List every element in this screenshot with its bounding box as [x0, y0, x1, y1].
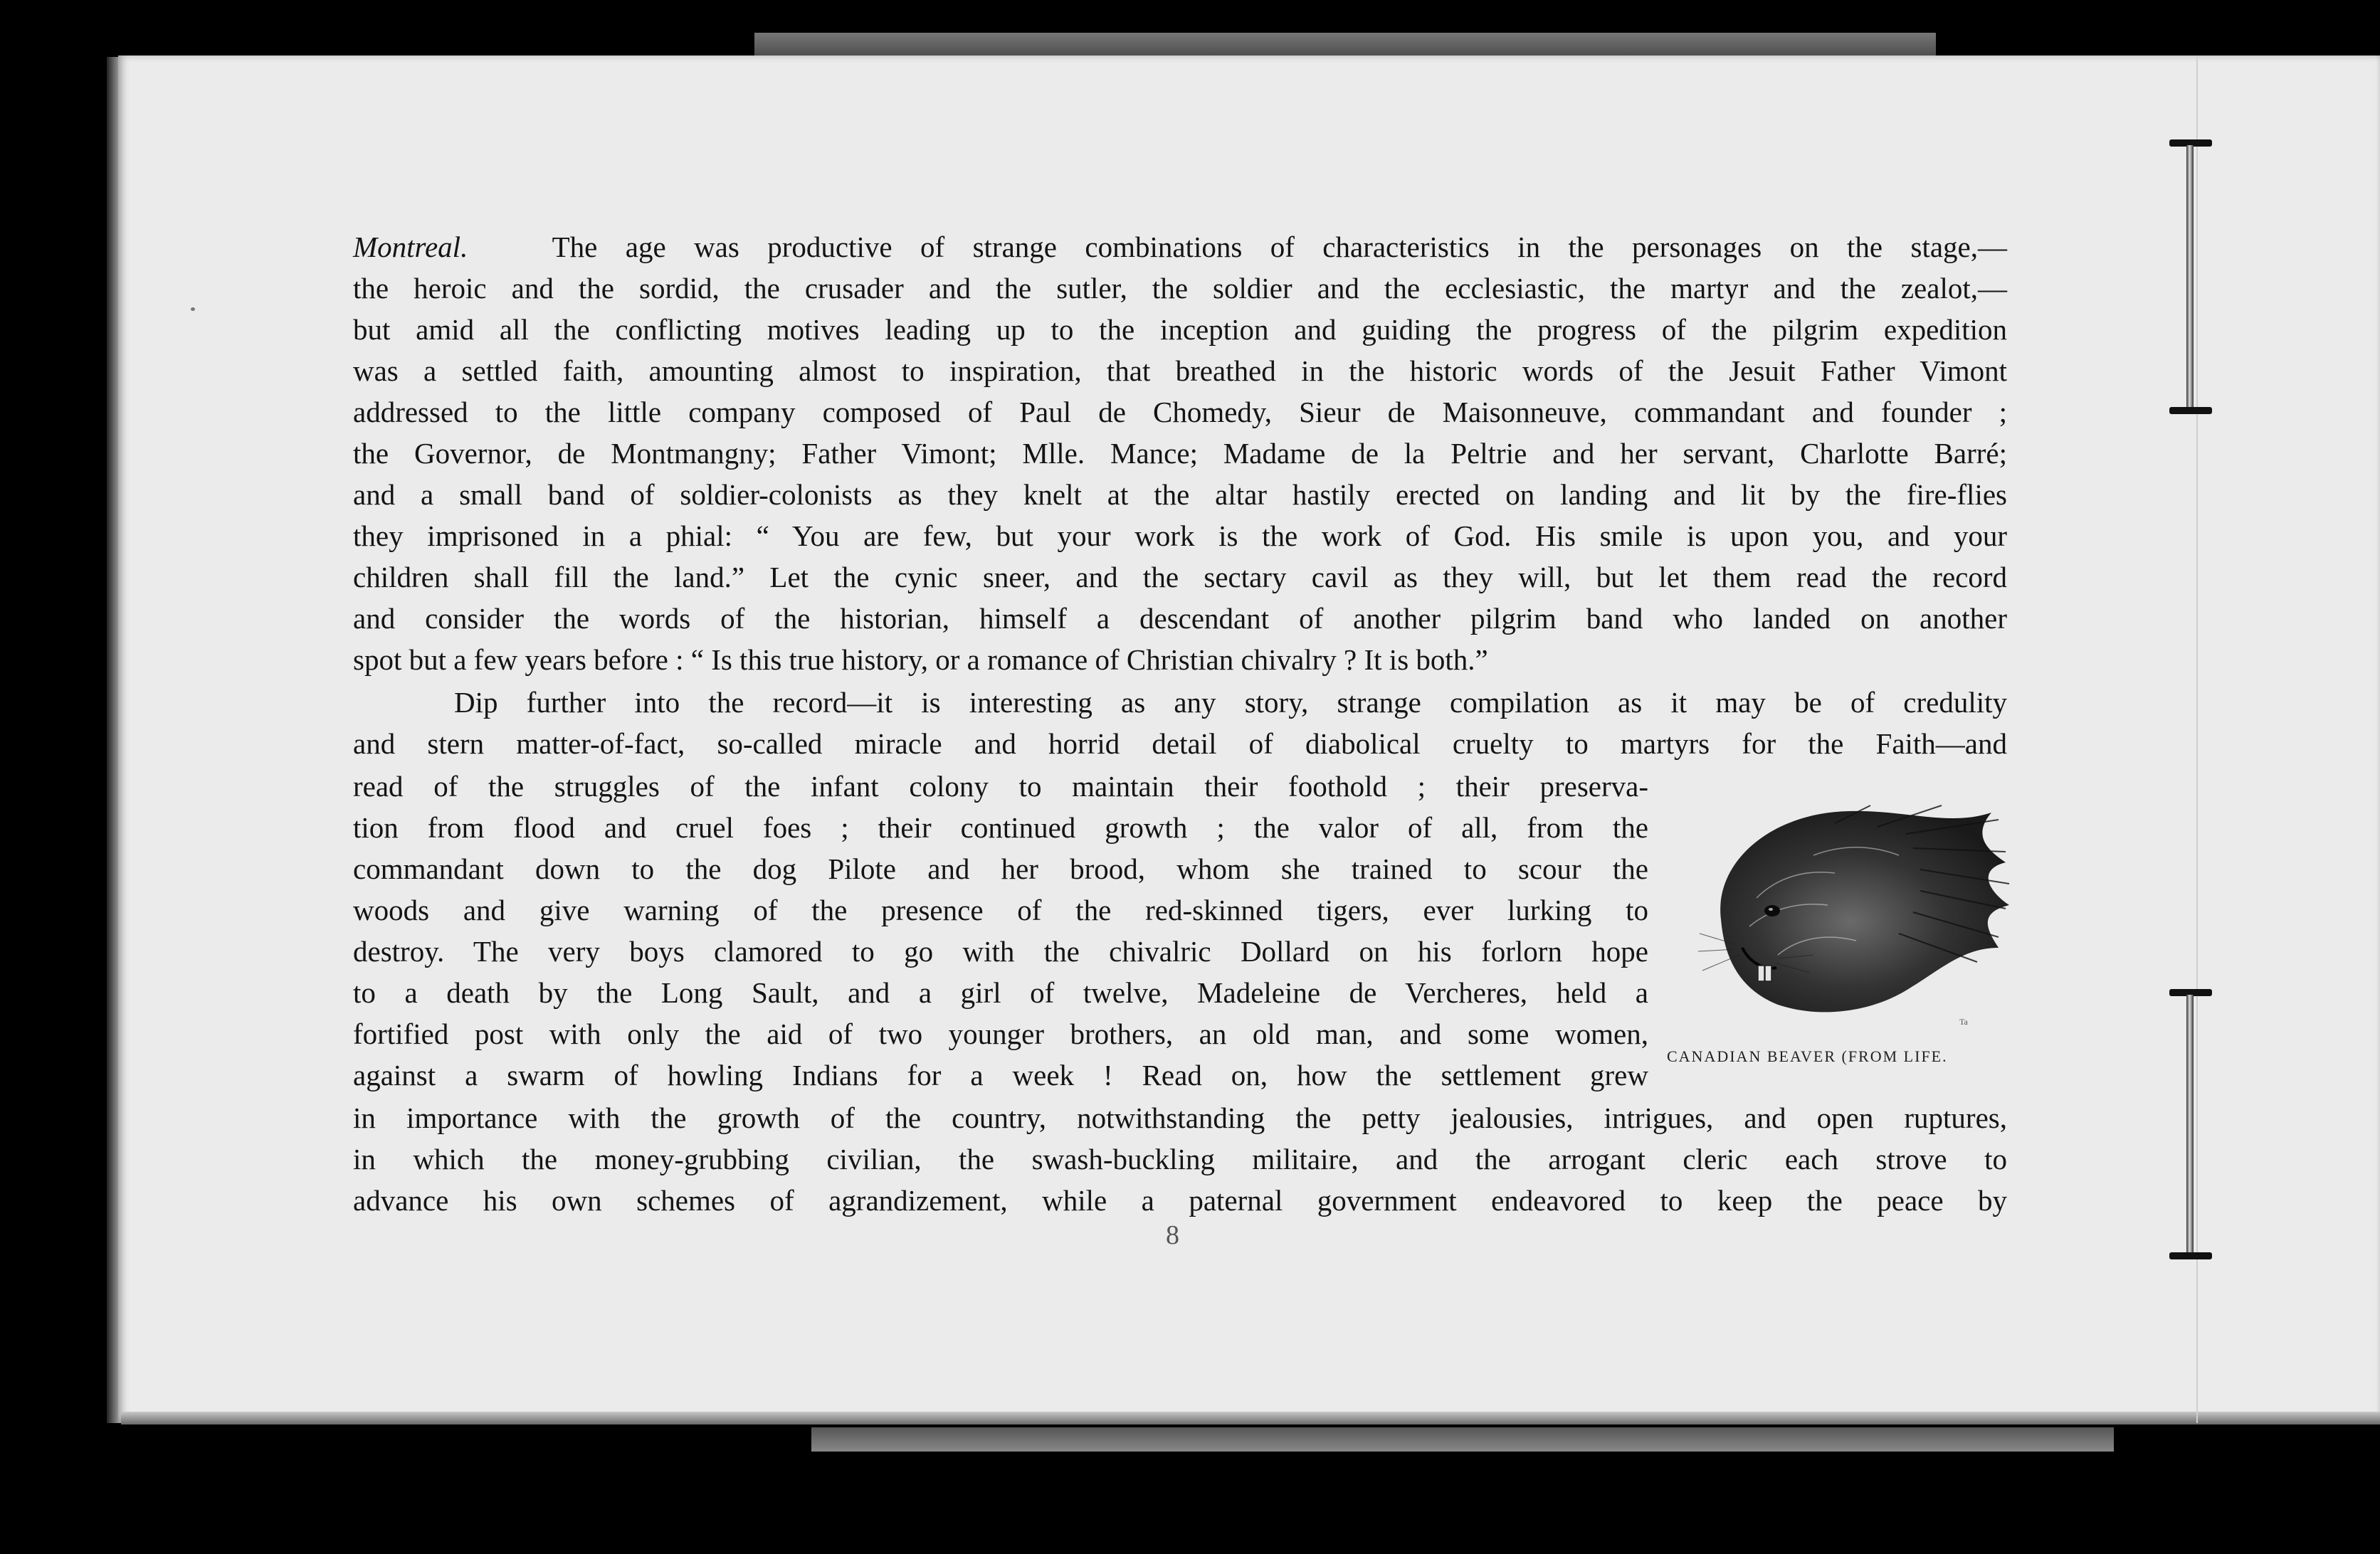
text-line: but amid all the conflicting motives leading up to the inception and guiding the progress of the pilgrim expedition [353, 313, 2007, 346]
paragraph-2-opening [353, 682, 2007, 764]
text-line: to a death by the Long Sault, and a girl of twelve, Madeleine de Vercheres, held a [353, 976, 1648, 1009]
text-line: commandant down to the dog Pilote and her brood, whom she trained to scour the [353, 852, 1648, 885]
text-line: against a swarm of howling Indians for a week ! Read on, how the settlement grew [353, 1059, 1648, 1092]
text-line: destroy. The very boys clamored to go with the chivalric Dollard on his forlorn hope [353, 935, 1648, 968]
text-line: children shall fill the land.” Let the cynic sneer, and the sectary cavil as they will, but let them read the record [353, 561, 2007, 593]
text-line: and stern matter-of-fact, so-called miracle and horrid detail of diabolical cruelty to martyrs for the Faith—and [353, 727, 2007, 760]
text-line: spot but a few years before : “ Is this true history, or a romance of Christian chivalry ? It is both.” [353, 643, 1488, 676]
text-line: was a settled faith, amounting almost to inspiration, that breathed in the historic words of the Jesuit Father Vimont [353, 354, 2007, 387]
text-line: in which the money-grubbing civilian, the swash-buckling militaire, and the arrogant cleric each strove to [353, 1143, 2007, 1175]
text-line: read of the struggles of the infant colony to maintain their foothold ; their preserva- [353, 770, 1648, 803]
text-line: they imprisoned in a phial: “ You are few, but your work is the work of God. His smile is upon you, and your [353, 519, 2007, 552]
binding-clip-bottom-icon [2169, 989, 2212, 1262]
page-number: 8 [1166, 1220, 1179, 1250]
figure-caption: CANADIAN BEAVER (FROM LIFE. [1667, 1047, 1948, 1065]
paper-speck [191, 307, 195, 311]
beaver-head-icon [1692, 784, 2013, 1040]
text-line: and consider the words of the historian, himself a descendant of another pilgrim band who landed on another [353, 602, 2007, 635]
text-line: and a small band of soldier-colonists as they knelt at the altar hastily erected on landing and lit by the fire-flies [353, 478, 2007, 511]
paragraph-2-wrapped [353, 766, 1648, 1096]
paragraph-2-closing [353, 1097, 2007, 1221]
text-line: woods and give warning of the presence of the red-skinned tigers, ever lurking to [353, 894, 1648, 926]
svg-text:Ta: Ta [1959, 1017, 1968, 1027]
text-line: addressed to the little company composed of Paul de Chomedy, Sieur de Maisonneuve, commandant and founder ; [353, 396, 2007, 428]
text-span: The age was productive of strange combinations of characteristics in the personages on the stage,— [552, 231, 2007, 263]
text-line: Dip further into the record—it is interesting as any story, strange compilation as it may be of credulity [454, 686, 2007, 719]
text-line: the Governor, de Montmangny; Father Vimont; Mlle. Mance; Madame de la Peltrie and her servant, Charlotte Barré; [353, 437, 2007, 470]
page-bottom-edge [121, 1412, 2380, 1424]
place-name-heading: Montreal. [353, 231, 468, 263]
paragraph-1 [353, 226, 2007, 680]
binding-clip-top-icon [2169, 139, 2212, 417]
text-line: advance his own schemes of agrandizement, while a paternal government endeavored to keep the peace by [353, 1184, 2007, 1217]
text-line: tion from flood and cruel foes ; their continued growth ; the valor of all, from the [353, 811, 1648, 844]
text-line [353, 226, 2007, 268]
text-line: in importance with the growth of the country, notwithstanding the petty jealousies, intrigues, and open ruptures, [353, 1101, 2007, 1134]
text-line: fortified post with only the aid of two younger brothers, an old man, and some women, [353, 1018, 1648, 1050]
film-strip-bottom [811, 1427, 2114, 1452]
text-line: the heroic and the sordid, the crusader and the sutler, the soldier and the ecclesiastic, the martyr and the zealot,— [353, 272, 2007, 305]
